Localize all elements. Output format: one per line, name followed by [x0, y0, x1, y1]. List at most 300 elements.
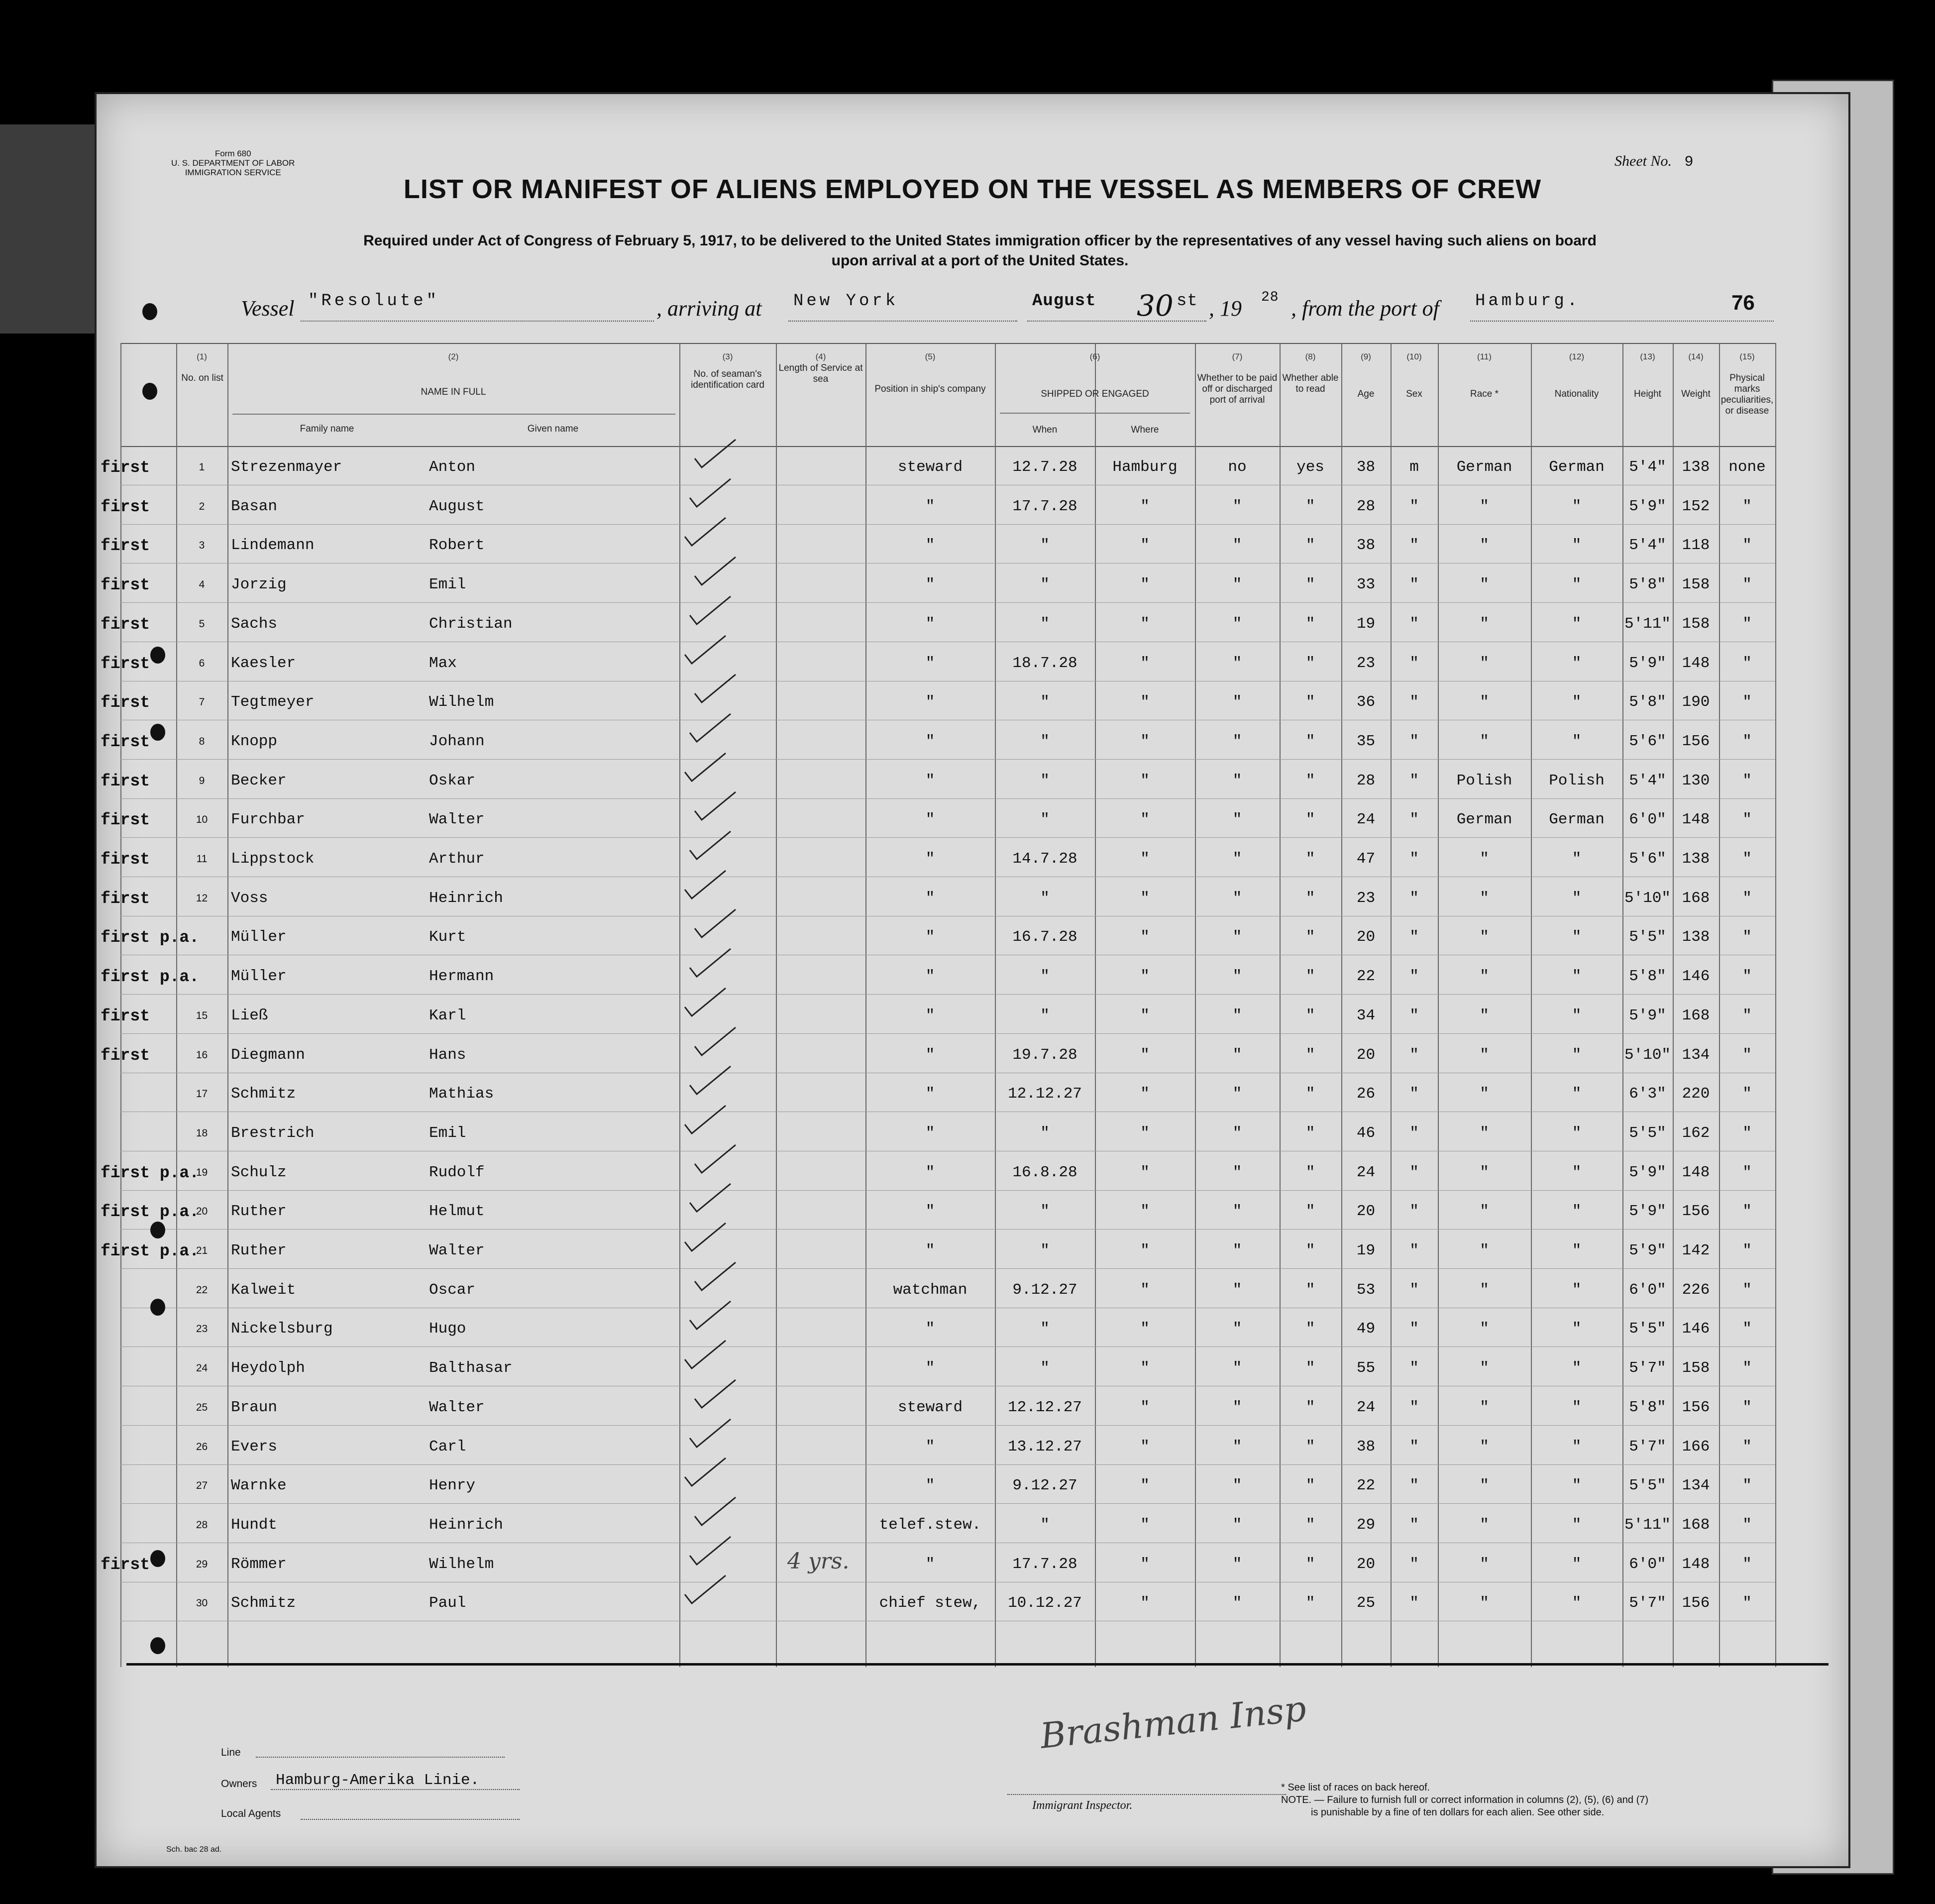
cell-position: steward — [897, 1398, 963, 1416]
cell-position: " — [925, 1438, 935, 1456]
cell-marks: " — [1742, 850, 1752, 868]
cell-age: 53 — [1356, 1281, 1376, 1299]
cell-when: 9.12.27 — [1012, 1477, 1077, 1495]
table-row — [101, 1544, 1775, 1582]
cell-position: " — [925, 537, 935, 555]
cell-nat: " — [1572, 1163, 1582, 1181]
cell-marks: " — [1742, 732, 1752, 750]
cell-position: " — [925, 1555, 935, 1573]
cell-read: " — [1305, 1281, 1315, 1299]
cell-family: Jorzig — [231, 576, 287, 594]
cell-age: 20 — [1356, 1555, 1376, 1573]
cell-sex: " — [1409, 928, 1419, 946]
cell-race: " — [1480, 1320, 1489, 1338]
cell-read: " — [1305, 1438, 1315, 1456]
cell-family: Römmer — [231, 1555, 287, 1573]
sheet-number-field — [1614, 153, 1694, 171]
check-mark-icon — [683, 750, 728, 785]
cell-where: " — [1140, 889, 1150, 907]
table-row — [101, 1152, 1775, 1191]
cell-weight: 158 — [1682, 1359, 1710, 1377]
form-number: Form 680 — [215, 149, 251, 158]
cell-marks: " — [1742, 1124, 1752, 1142]
cell-read: " — [1305, 732, 1315, 750]
arrival-month: August — [1032, 292, 1096, 311]
cell-age: 38 — [1356, 1438, 1376, 1456]
check-mark-icon — [693, 1142, 738, 1177]
cell-family: Becker — [231, 772, 287, 789]
cell-marks: " — [1742, 1320, 1752, 1338]
service-name: IMMIGRATION SERVICE — [185, 168, 281, 177]
cell-given: Oskar — [429, 772, 476, 789]
page-subtitle — [221, 231, 1739, 271]
cell-height: 5'8" — [1629, 1398, 1666, 1416]
vessel-line — [241, 291, 1794, 331]
cell-given: Emil — [429, 576, 466, 594]
cell-position: " — [925, 1203, 935, 1221]
check-mark-icon — [688, 1181, 733, 1216]
cell-where: " — [1140, 1359, 1150, 1377]
col-num-5: (5) — [925, 352, 936, 361]
cell-race: " — [1480, 1124, 1489, 1142]
cell-nat: " — [1572, 1398, 1582, 1416]
header-given-name: Given name — [527, 424, 579, 434]
page-title: LIST OR MANIFEST OF ALIENS EMPLOYED ON THE VESSEL AS MEMBERS OF CREW — [403, 174, 1542, 204]
cell-no: 29 — [196, 1558, 208, 1570]
table-row — [101, 760, 1775, 799]
cell-given: Walter — [429, 811, 485, 829]
cell-read: " — [1305, 693, 1315, 711]
cell-nat: German — [1549, 458, 1605, 476]
cell-age: 19 — [1356, 1242, 1376, 1259]
cell-height: 5'9" — [1629, 1203, 1666, 1221]
cell-where: " — [1140, 1242, 1150, 1259]
cell-race: German — [1456, 811, 1512, 829]
check-mark-icon — [693, 1377, 738, 1412]
cell-when: 13.12.27 — [1008, 1438, 1082, 1456]
header-position: Position in ship's company — [874, 384, 986, 394]
col-num-14: (14) — [1688, 352, 1704, 361]
col-num-15: (15) — [1739, 352, 1755, 361]
cell-marks: " — [1742, 537, 1752, 555]
cell-given: Arthur — [429, 850, 485, 868]
cell-age: 33 — [1356, 576, 1376, 594]
cell-read: " — [1305, 1555, 1315, 1573]
cell-position: " — [925, 850, 935, 868]
cell-given: Hans — [429, 1046, 466, 1064]
cell-race: " — [1480, 1438, 1489, 1456]
cell-height: 5'4" — [1629, 458, 1666, 476]
check-mark-icon — [693, 906, 738, 941]
table-row — [120, 1465, 1775, 1504]
cell-nat: " — [1572, 732, 1582, 750]
cell-given: Karl — [429, 1007, 466, 1024]
cell-given: Walter — [429, 1398, 485, 1416]
header-where: Where — [1131, 425, 1159, 435]
cell-height: 6'0" — [1629, 811, 1666, 829]
from-port: Hamburg. — [1475, 292, 1581, 311]
cell-marks: " — [1742, 928, 1752, 946]
cell-sex: " — [1409, 1555, 1419, 1573]
cell-where: " — [1140, 1124, 1150, 1142]
sheet-label: Sheet No. — [1614, 153, 1672, 169]
cell-when: " — [1040, 889, 1050, 907]
cell-marks: none — [1728, 458, 1766, 476]
cell-position: " — [925, 1320, 935, 1338]
cell-cls: first — [101, 654, 150, 673]
cell-read: " — [1305, 850, 1315, 868]
cell-no: 3 — [199, 540, 205, 552]
arriving-label: , arriving at — [656, 296, 762, 321]
year-label: , 19 — [1209, 296, 1242, 321]
cell-given: Emil — [429, 1124, 466, 1142]
header-shipped-engaged: SHIPPED OR ENGAGED — [1041, 389, 1149, 399]
cell-sex: " — [1409, 1320, 1419, 1338]
check-mark-icon — [683, 1455, 728, 1490]
table-row — [101, 799, 1775, 838]
cell-paid: " — [1232, 1163, 1242, 1181]
check-mark-icon — [688, 1298, 733, 1333]
crew-table — [101, 343, 1775, 1667]
cell-where: " — [1140, 1594, 1150, 1612]
cell-family: Knopp — [231, 732, 278, 750]
cell-age: 38 — [1356, 537, 1376, 555]
cell-where: " — [1140, 1085, 1150, 1103]
table-row — [101, 447, 1775, 485]
cell-position: " — [925, 732, 935, 750]
cell-height: 5'5" — [1629, 928, 1666, 946]
cell-position: " — [925, 1085, 935, 1103]
binder-hole — [150, 1222, 165, 1238]
cell-paid: " — [1232, 654, 1242, 672]
cell-family: Ruther — [231, 1203, 287, 1221]
cell-position: " — [925, 654, 935, 672]
cell-family: Voss — [231, 889, 268, 907]
cell-paid: " — [1232, 615, 1242, 633]
cell-height: 5'7" — [1629, 1359, 1666, 1377]
cell-age: 28 — [1356, 497, 1376, 515]
cell-no: 8 — [199, 735, 205, 747]
header-when: When — [1032, 425, 1058, 435]
cell-no: 21 — [196, 1245, 208, 1256]
cell-sex: " — [1409, 732, 1419, 750]
table-row — [101, 643, 1775, 681]
cell-read: " — [1305, 497, 1315, 515]
cell-race: " — [1480, 732, 1489, 750]
cell-when: " — [1040, 1007, 1050, 1024]
check-mark-icon — [683, 633, 728, 668]
cell-family: Schmitz — [231, 1594, 296, 1612]
cell-read: yes — [1296, 458, 1324, 476]
cell-height: 5'8" — [1629, 693, 1666, 711]
col-num-1: (1) — [197, 352, 207, 361]
table-row — [101, 525, 1775, 563]
col-num-4: (4) — [815, 352, 826, 361]
cell-position: " — [925, 1163, 935, 1181]
cell-height: 5'9" — [1629, 1163, 1666, 1181]
cell-position: " — [925, 615, 935, 633]
cell-family: Braun — [231, 1398, 278, 1416]
cell-read: " — [1305, 968, 1315, 986]
cell-height: 5'7" — [1629, 1594, 1666, 1612]
cell-nat: German — [1549, 811, 1605, 829]
cell-no: 12 — [196, 892, 208, 904]
cell-read: " — [1305, 811, 1315, 829]
table-row — [120, 1504, 1775, 1543]
inspector-underline — [1007, 1794, 1286, 1795]
vessel-label: Vessel — [241, 296, 295, 321]
cell-marks: " — [1742, 772, 1752, 789]
cell-weight: 148 — [1682, 1163, 1710, 1181]
cell-where: " — [1140, 1398, 1150, 1416]
cell-weight: 168 — [1682, 1007, 1710, 1024]
cell-position: watchman — [893, 1281, 968, 1299]
cell-nat: " — [1572, 537, 1582, 555]
cell-position: " — [925, 693, 935, 711]
cell-height: 6'3" — [1629, 1085, 1666, 1103]
cell-height: 6'0" — [1629, 1281, 1666, 1299]
table-row — [120, 1073, 1775, 1112]
cell-weight: 220 — [1682, 1085, 1710, 1103]
cell-no: 17 — [196, 1088, 208, 1100]
cell-weight: 148 — [1682, 811, 1710, 829]
cell-read: " — [1305, 1477, 1315, 1495]
page-number: 76 — [1731, 291, 1755, 314]
cell-marks: " — [1742, 1398, 1752, 1416]
cell-sex: " — [1409, 1281, 1419, 1299]
cell-given: Max — [429, 654, 457, 672]
cell-age: 24 — [1356, 1398, 1376, 1416]
cell-read: " — [1305, 1163, 1315, 1181]
cell-read: " — [1305, 1203, 1315, 1221]
cell-position: " — [925, 497, 935, 515]
check-mark-icon — [683, 1572, 728, 1607]
cell-given: Robert — [429, 537, 485, 555]
cell-weight: 130 — [1682, 772, 1710, 789]
cell-weight: 148 — [1682, 1555, 1710, 1573]
cell-where: " — [1140, 576, 1150, 594]
cell-no: 27 — [196, 1480, 208, 1492]
cell-marks: " — [1742, 1516, 1752, 1534]
cell-marks: " — [1742, 497, 1752, 515]
cell-position: telef.stew. — [879, 1516, 981, 1534]
cell-nat: " — [1572, 1007, 1582, 1024]
cell-age: 28 — [1356, 772, 1376, 789]
check-mark-icon — [693, 1024, 738, 1059]
cell-age: 23 — [1356, 654, 1376, 672]
cell-age: 49 — [1356, 1320, 1376, 1338]
cell-height: 5'9" — [1629, 654, 1666, 672]
cell-paid: " — [1232, 576, 1242, 594]
cell-family: Kaesler — [231, 654, 296, 672]
from-label: , from the port of — [1291, 296, 1439, 321]
cell-race: " — [1480, 693, 1489, 711]
cell-paid: " — [1232, 811, 1242, 829]
header-id-card: No. of seaman's identification card — [691, 369, 764, 390]
penalty-note-1: NOTE. — Failure to furnish full or correct information in columns (2), (5), (6) and (7) — [1281, 1794, 1649, 1805]
cell-cls: first — [101, 772, 150, 790]
cell-where: " — [1140, 1281, 1150, 1299]
cell-when: " — [1040, 1359, 1050, 1377]
cell-given: Heinrich — [429, 889, 503, 907]
cell-no: 28 — [196, 1519, 208, 1531]
cell-given: August — [429, 497, 485, 515]
cell-read: " — [1305, 889, 1315, 907]
cell-no: 5 — [199, 618, 205, 630]
table-row — [101, 916, 1775, 955]
table-end-rule — [126, 1663, 1828, 1666]
cell-given: Wilhelm — [429, 693, 494, 711]
cell-marks: " — [1742, 1007, 1752, 1024]
cell-age: 19 — [1356, 615, 1376, 633]
cell-weight: 118 — [1682, 537, 1710, 555]
cell-weight: 156 — [1682, 1594, 1710, 1612]
arrival-day-suffix: st — [1177, 292, 1198, 311]
penalty-note-2: is punishable by a fine of ten dollars for each alien. See other side. — [1311, 1807, 1605, 1818]
cell-weight: 156 — [1682, 1203, 1710, 1221]
cell-paid: " — [1232, 1046, 1242, 1064]
cell-when: " — [1040, 1320, 1050, 1338]
cell-sex: " — [1409, 1438, 1419, 1456]
cell-weight: 134 — [1682, 1477, 1710, 1495]
cell-nat: " — [1572, 1359, 1582, 1377]
cell-nat: " — [1572, 1046, 1582, 1064]
cell-when: 12.12.27 — [1008, 1085, 1082, 1103]
cell-paid: " — [1232, 497, 1242, 515]
scan-edge — [0, 124, 95, 334]
cell-nat: " — [1572, 497, 1582, 515]
cell-where: " — [1140, 693, 1150, 711]
cell-read: " — [1305, 1085, 1315, 1103]
cell-family: Nickelsburg — [231, 1320, 333, 1338]
cell-no: 2 — [199, 500, 205, 512]
cell-paid: " — [1232, 1555, 1242, 1573]
arriving-port: New York — [793, 292, 899, 311]
cell-sex: " — [1409, 1398, 1419, 1416]
check-mark-icon — [693, 789, 738, 824]
cell-weight: 168 — [1682, 889, 1710, 907]
cell-no: 16 — [196, 1049, 208, 1061]
cell-weight: 142 — [1682, 1242, 1710, 1259]
cell-no: 7 — [199, 696, 205, 708]
cell-family: Strezenmayer — [231, 458, 342, 476]
cell-family: Lindemann — [231, 537, 315, 555]
cell-family: Ließ — [231, 1007, 268, 1024]
table-row — [120, 1582, 1775, 1621]
cell-race: " — [1480, 1085, 1489, 1103]
cell-race: " — [1480, 1046, 1489, 1064]
cell-when: " — [1040, 576, 1050, 594]
cell-where: " — [1140, 928, 1150, 946]
owners-value: Hamburg-Amerika Linie. — [276, 1772, 480, 1789]
cell-age: 20 — [1356, 1203, 1376, 1221]
cell-sex: " — [1409, 1477, 1419, 1495]
cell-sex: " — [1409, 1046, 1419, 1064]
cell-nat: " — [1572, 1516, 1582, 1534]
table-row — [101, 486, 1775, 525]
cell-cls: first — [101, 732, 150, 751]
cell-where: " — [1140, 497, 1150, 515]
cell-marks: " — [1742, 1163, 1752, 1181]
cell-race: " — [1480, 1359, 1489, 1377]
cell-height: 5'9" — [1629, 1007, 1666, 1024]
check-mark-icon — [693, 672, 738, 706]
cell-cls: first — [101, 615, 150, 634]
cell-where: Hamburg — [1112, 458, 1178, 476]
cell-race: " — [1480, 1242, 1489, 1259]
check-mark-icon — [683, 1338, 728, 1372]
cell-weight: 138 — [1682, 458, 1710, 476]
col-num-2: (2) — [448, 352, 459, 361]
cell-position: steward — [897, 458, 963, 476]
cell-weight: 168 — [1682, 1516, 1710, 1534]
cell-where: " — [1140, 732, 1150, 750]
cell-sex: " — [1409, 1124, 1419, 1142]
cell-paid: " — [1232, 1516, 1242, 1534]
cell-cls: first p.a. — [101, 1163, 200, 1182]
cell-weight: 152 — [1682, 497, 1710, 515]
cell-marks: " — [1742, 576, 1752, 594]
cell-age: 24 — [1356, 1163, 1376, 1181]
cell-sex: " — [1409, 968, 1419, 986]
cell-position: " — [925, 889, 935, 907]
cell-where: " — [1140, 1555, 1150, 1573]
cell-race: " — [1480, 1516, 1489, 1534]
cell-age: 55 — [1356, 1359, 1376, 1377]
cell-nat: " — [1572, 1477, 1582, 1495]
cell-height: 6'0" — [1629, 1555, 1666, 1573]
cell-nat: " — [1572, 576, 1582, 594]
cell-marks: " — [1742, 1438, 1752, 1456]
cell-weight: 148 — [1682, 654, 1710, 672]
cell-position: " — [925, 1124, 935, 1142]
cell-where: " — [1140, 1203, 1150, 1221]
cell-marks: " — [1742, 968, 1752, 986]
cell-paid: " — [1232, 1320, 1242, 1338]
cell-height: 5'6" — [1629, 732, 1666, 750]
check-mark-icon — [688, 711, 733, 746]
table-row — [101, 878, 1775, 916]
cell-sex: " — [1409, 497, 1419, 515]
cell-height: 5'10" — [1624, 889, 1671, 907]
cell-when: 12.7.28 — [1012, 458, 1077, 476]
cell-paid: " — [1232, 889, 1242, 907]
cell-read: " — [1305, 1516, 1315, 1534]
col-num-7: (7) — [1232, 352, 1243, 361]
inspector-label: Immigrant Inspector. — [1032, 1799, 1133, 1812]
cell-given: Balthasar — [429, 1359, 513, 1377]
cell-weight: 156 — [1682, 732, 1710, 750]
cell-where: " — [1140, 772, 1150, 789]
table-row — [120, 1269, 1775, 1308]
cell-where: " — [1140, 1477, 1150, 1495]
cell-given: Wilhelm — [429, 1555, 494, 1573]
cell-sex: " — [1409, 1007, 1419, 1024]
cell-given: Johann — [429, 732, 485, 750]
cell-age: 29 — [1356, 1516, 1376, 1534]
subtitle-line-1: Required under Act of Congress of February 5, 1917, to be delivered to the United States immigration officer by the representatives of any vessel having such aliens on board — [363, 232, 1597, 249]
cell-when: 10.12.27 — [1008, 1594, 1082, 1612]
cell-marks: " — [1742, 1085, 1752, 1103]
header-paid-off: Whether to be paid off or discharged port of arrival — [1197, 373, 1278, 405]
check-mark-icon — [688, 946, 733, 981]
cell-weight: 190 — [1682, 693, 1710, 711]
cell-sex: " — [1409, 1085, 1419, 1103]
table-row — [120, 1426, 1775, 1465]
cell-when: " — [1040, 615, 1050, 633]
cell-read: " — [1305, 928, 1315, 946]
cell-read: " — [1305, 1398, 1315, 1416]
